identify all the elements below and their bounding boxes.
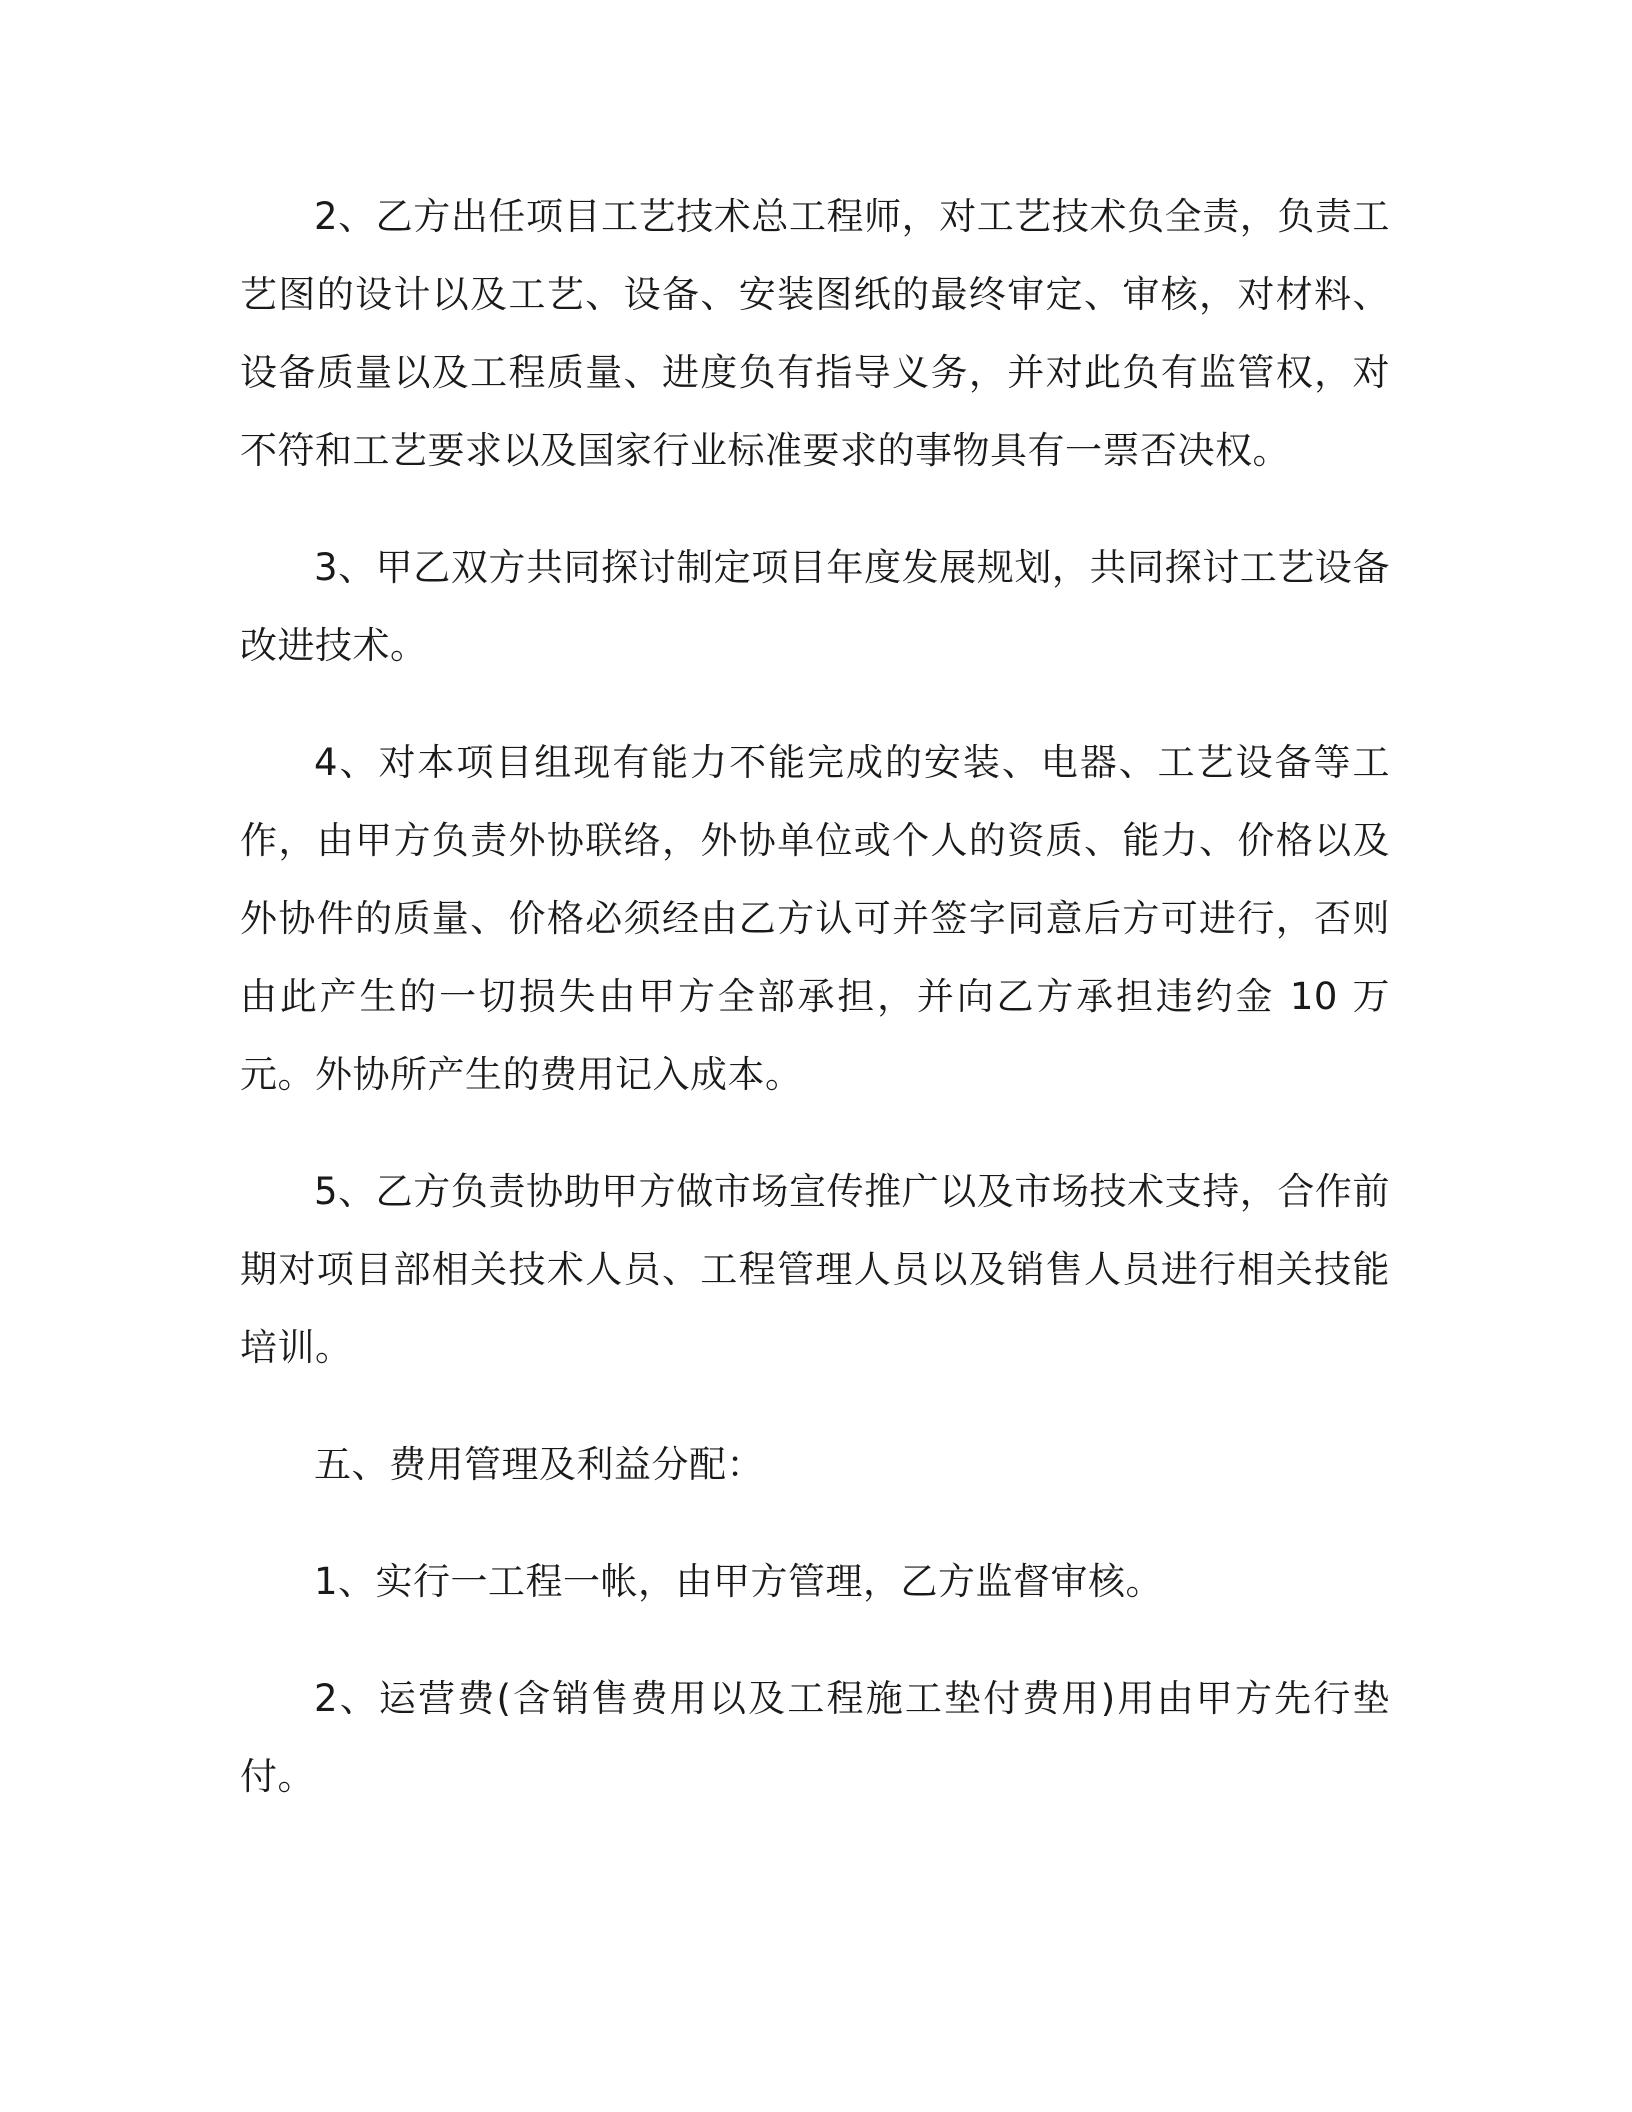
- section-heading-cost-management: 五、费用管理及利益分配：: [314, 1443, 764, 1486]
- clause-4-outsourcing: 4、对本项目组现有能力不能完成的安装、电器、工艺设备等工作，由甲方负责外协联络，外协单位或个人的资质、能力、价格以及外协件的质量、价格必须经由乙方认可并签字同意后方可进行，否则由此产生的一切损失由甲方全部承担，并向乙方承担违约金 10 万元。外协所产生的费用记入成本。: [240, 741, 1390, 1096]
- document-body: [240, 178, 1390, 1855]
- cost-clause-1-accounting: 1、实行一工程一帐，由甲方管理，乙方监督审核。: [314, 1560, 1164, 1603]
- clause-2-technical-engineer: 2、乙方出任项目工艺技术总工程师，对工艺技术负全责，负责工艺图的设计以及工艺、设备、安装图纸的最终审定、审核，对材料、设备质量以及工程质量、进度负有指导义务，并对此负有监管权，对不符和工艺要求以及国家行业标准要求的事物具有一票否决权。: [240, 195, 1390, 472]
- cost-clause-2-operating-fees: 2、运营费(含销售费用以及工程施工垫付费用)用由甲方先行垫付。: [240, 1677, 1390, 1798]
- clause-5-marketing-training: 5、乙方负责协助甲方做市场宣传推广以及市场技术支持，合作前期对项目部相关技术人员、工程管理人员以及销售人员进行相关技能培训。: [240, 1170, 1390, 1369]
- clause-3-annual-planning: 3、甲乙双方共同探讨制定项目年度发展规划，共同探讨工艺设备改进技术。: [240, 546, 1390, 667]
